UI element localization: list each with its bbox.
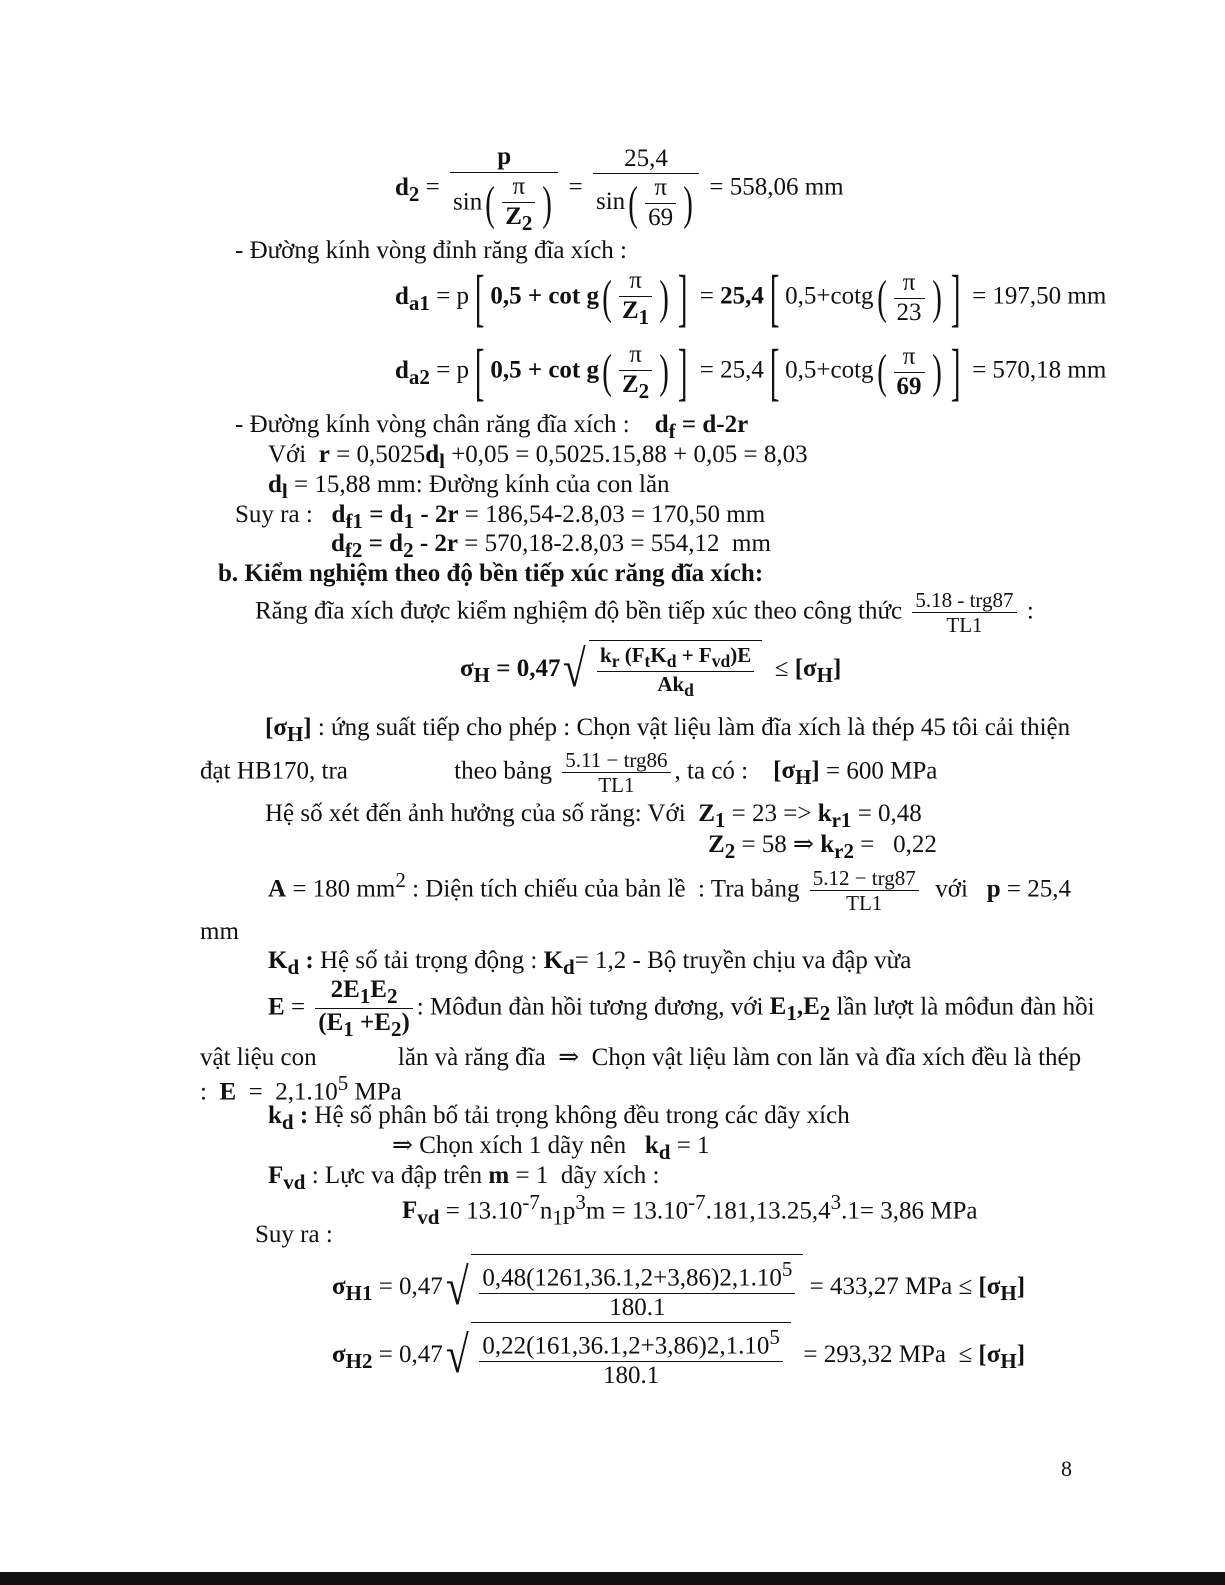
line-sigma-allow-1: $[\sigma_H]$ : ứng suất tiếp cho phép : Chọn vật liệu làm đĩa xích là thép 45 tôi cải thiện — [265, 714, 1071, 746]
formula-sigmaH2: $\sigma_{H2} = 0,47√$ $\frac{0,22(161,36.1,2+3,86)2,1.10^5}{180.1}$ = 293,32 MPa ≤ $[\sigma_H]$ — [332, 1322, 1025, 1391]
formula-d2: $d_2$ = p sin( $\frac{\pi}{Z_2}$ ) = 25,4 sin( $\frac{\pi}{69}$ ) = 558,06 mm — [395, 143, 844, 235]
line-df1: Suy ra : $d_{f1} = d_1 - 2r = 186,54-2.8,03 = 170,50$ mm — [235, 501, 766, 533]
line-E-val: : E = 2,1.10$^5$ MPa — [200, 1071, 402, 1106]
line-kr2: $Z_2 = 58$ ⇒ $k_{r2} = 0,22$ — [708, 831, 937, 863]
page-number: 8 — [1061, 1456, 1072, 1481]
line-Fvd: $F_{vd}$ : Lực va đập trên m = 1 dãy xích : — [268, 1162, 660, 1194]
formula-da2: $d_{a2} = p$[ 0,5 + cot g( $\frac{\pi}{Z_2}$ ) ] = 25,4[ 0,5+cotg( $\frac{\pi}{69}$ ) ] = 570,18 mm — [395, 336, 1107, 407]
line-sigma-allow-2: đạt HB170, tra theo bảng $\frac{\text{5.11 − trg86}}{TL1}$ , ta có : $[\sigma_H] = 600$ MPa — [200, 748, 938, 798]
line-mm: mm — [200, 918, 239, 945]
line-E: E = $\frac{2E_1E_2}{(E_1 +E_2)}$ : Môđun đàn hồi tương đương, với $E_1,E_2$ lần lượt là môđun đàn hồi — [268, 976, 1095, 1042]
line-Fvd-val: $F_{vd} = 13.10^{-7}n_1p^3m = 13.10^{-7}.181,13.25,4^3.1= 3,86$ MPa — [402, 1190, 978, 1230]
heading-dinh: - Đường kính vòng đỉnh răng đĩa xích : — [235, 237, 627, 264]
line-suyra: Suy ra : — [255, 1221, 333, 1248]
formula-sigma: $\sigma_H = 0,47√$ $\frac{k_r (F_tK_d + F_{vd})E}{Ak_d}$ ≤ $[\sigma_H]$ — [460, 641, 842, 701]
scan-bottom-edge — [0, 1572, 1225, 1585]
line-kd: $k_d$ : Hệ số phân bố tải trọng không đều trong các dãy xích — [268, 1102, 850, 1134]
line-dl: $d_l = 15,88$ mm: Đường kính của con lăn — [268, 471, 670, 503]
line-df2: $d_{f2} = d_2 - 2r = 570,18-2.8,03 = 554,12$ mm — [331, 530, 771, 562]
line-kr1: Hệ số xét đến ảnh hưởng của số răng: Với $Z_1 = 23 => k_{r1} = 0,48$ — [265, 800, 922, 832]
formula-da1: $d_{a1} = p$[ 0,5 + cot g( $\frac{\pi}{Z_1}$ ) ] = 25,4[ 0,5+cotg( $\frac{\pi}{23}$ ) ] = 197,50 mm — [395, 262, 1107, 333]
line-r: Với $r = 0,5025d_l +0,05 = 0,5025.15,88 + 0,05 = 8,03$ — [268, 441, 808, 473]
line-Kd: $K_d$ : Hệ số tải trọng động : $K_d= 1,2$ - Bộ truyền chịu va đập vừa — [268, 947, 912, 979]
line-kd-val: ⇒ Chọn xích 1 dãy nên $k_d = 1$ — [392, 1132, 710, 1164]
line-A: A = 180 $mm^2$ : Diện tích chiếu của bản lề : Tra bảng $\frac{\text{5.12 − trg87}}{TL1}$ với p = 25,4 — [268, 866, 1071, 916]
section-b-heading: b. Kiểm nghiệm theo độ bền tiếp xúc răng đĩa xích: — [218, 560, 764, 587]
formula-sigmaH1: $\sigma_{H1} = 0,47√$ $\frac{0,48(1261,36.1,2+3,86)2,1.10^5}{180.1}$ = 433,27 MPa ≤ $[\sigma_H]$ — [332, 1254, 1025, 1323]
formula-intro: Răng đĩa xích được kiểm nghiệm độ bền tiếp xúc theo công thức $\frac{\text{5.18 - trg87}}{TL1}$ : — [255, 588, 1034, 638]
line-E-cont: vật liệu con lăn và răng đĩa ⇒ Chọn vật liệu làm con lăn và đĩa xích đều là thép — [200, 1044, 1082, 1071]
heading-chan: - Đường kính vòng chân răng đĩa xích : $d_f = d-2r$ — [235, 411, 749, 443]
